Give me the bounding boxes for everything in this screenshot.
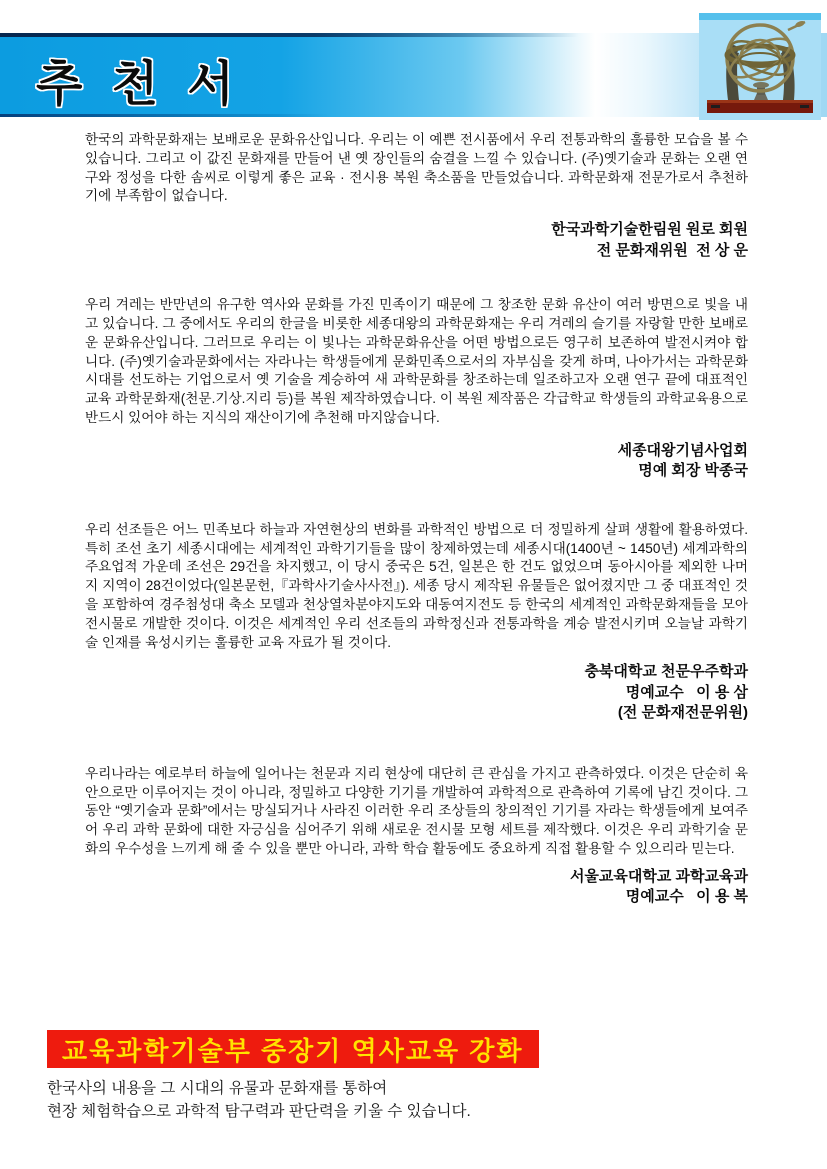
- signature-name: 명예교수 이 용 삼: [625, 683, 748, 701]
- recommendation-text: 우리나라는 예로부터 하늘에 일어나는 천문과 지리 현상에 대단히 큰 관심을 가지고 관측하였다. 이것은 단순히 육안으로만 이루어지는 것이 아니라, 정밀하고 다양한 기기를 개발하여 과학적으로 관측하여 기록에 남긴 것이다. 그 동안 “옛기술과 문화”에서는 망실되거나 사라진 이러한 우리 조상들의 창의적인 기기를 자라는 학생들에게 보여주어 우리 과학 문화에 대한 자긍심을 심어주기 위해 새로운 전시물 모형 세트를 제작했다. 이것은 우리 과학기술 문화의 우수성을 느끼게 해 줄 수 있을 뿐만 아니라, 과학 학습 활동에도 중요하게 직접 활용할 수 있으리라 믿는다.: [85, 765, 748, 857]
- signature-affiliation: 세종대왕기념사업회: [617, 441, 748, 459]
- signature-block: [85, 662, 748, 724]
- signature-name: 전 문화재위원 전 상 운: [596, 241, 748, 259]
- recommendation-section-2: [85, 296, 748, 482]
- signature-former-title: (전 문화재전문위원): [617, 704, 748, 722]
- signature-name: 명예 회장 박종국: [638, 462, 748, 480]
- armillary-sphere-icon: [699, 13, 821, 120]
- footer-line-1: 한국사의 내용을 그 시대의 유물과 문화재를 통하여: [47, 1080, 388, 1097]
- signature-affiliation: 한국과학기술한림원 원로 회원: [551, 221, 748, 239]
- armillary-sphere-photo: [699, 13, 821, 120]
- recommendation-section-1: [85, 131, 748, 261]
- recommendation-section-3: [85, 521, 748, 724]
- footer-note: [47, 1077, 747, 1123]
- policy-banner-label: 교육과학기술부 중장기 역사교육 강화: [62, 1035, 524, 1066]
- signature-block: [85, 441, 748, 482]
- recommendation-section-4: [85, 765, 748, 908]
- recommendation-text: 우리 겨레는 반만년의 유구한 역사와 문화를 가진 민족이기 때문에 그 창조한 문화 유산이 여러 방면으로 빛을 내고 있습니다. 그 중에서도 우리의 한글을 비롯한 세종대왕의 과학문화재는 우리 겨레의 슬기를 자랑할 만한 보배로운 문화유산입니다. 그러므로 우리는 이 빛나는 과학문화유산을 어떤 방법으로든 영구히 보존하여 발전시켜야 합니다. (주)옛기술과문화에서는 자라나는 학생들에게 문화민족으로서의 자부심을 갖게 하며, 나아가서는 과학문화시대를 선도하는 기업으로서 옛 기술을 계승하여 새 과학문화를 창조하는데 일조하고자 오랜 연구 끝에 대표적인 교육 과학문화재(천문.기상.지리 등)를 복원 제작하였습니다. 이 복원 제작품은 각급학교 학생들의 과학교육용으로 반드시 있어야 하는 지식의 재산이기에 추천해 마지않습니다.: [85, 297, 748, 425]
- page-title: 추 천 서: [36, 58, 242, 111]
- signature-block: [85, 220, 748, 261]
- signature-block: [85, 867, 748, 908]
- recommendation-text: 한국의 과학문화재는 보배로운 문화유산입니다. 우리는 이 예쁜 전시품에서 우리 전통과학의 훌륭한 모습을 볼 수 있습니다. 그리고 이 값진 문화재를 만들어 낸 옛 장인들의 숨결을 느낄 수 있습니다. (주)옛기술과 문화는 오랜 연구와 정성을 다한 솜씨로 이렇게 좋은 교육 · 전시용 복원 축소품을 만들었습니다. 과학문화재 전문가로서 추천하기에 부족함이 없습니다.: [85, 132, 748, 204]
- signature-affiliation: 충북대학교 천문우주학과: [584, 663, 748, 681]
- policy-banner: [47, 1030, 539, 1068]
- recommendation-text: 우리 선조들은 어느 민족보다 하늘과 자연현상의 변화를 과학적인 방법으로 더 정밀하게 살펴 생활에 활용하였다. 특히 조선 초기 세종시대에는 세계적인 과학기기들을 많이 창제하였는데 세종시대(1400년 ~ 1450년) 세계과학의 주요업적 가운데 조선은 29건을 차지했고, 이 당시 중국은 5건, 일본은 한 건도 없었으며 동아시아를 제외한 나머지 지역이 28건이었다(일본문헌,『과학사기술사사전』). 세종 당시 제작된 유물들은 없어졌지만 그 중 대표적인 것을 포함하여 경주첨성대 축소 모델과 천상열차분야지도와 대동여지전도 등 한국의 세계적인 과학문화재들을 모아 전시물로 개발한 것이다. 이것은 세계적인 우리 선조들의 과학정신과 전통과학을 계승 발전시키며 오늘날 과학기술 인재를 육성시키는 훌륭한 교육 자료가 될 것이다.: [85, 521, 748, 650]
- signature-affiliation: 서울교육대학교 과학교육과: [569, 867, 748, 885]
- signature-name: 명예교수 이 용 복: [625, 888, 748, 906]
- letter-body: [85, 131, 748, 908]
- footer-line-2: 현장 체험학습으로 과학적 탐구력과 판단력을 키울 수 있습니다.: [47, 1103, 471, 1120]
